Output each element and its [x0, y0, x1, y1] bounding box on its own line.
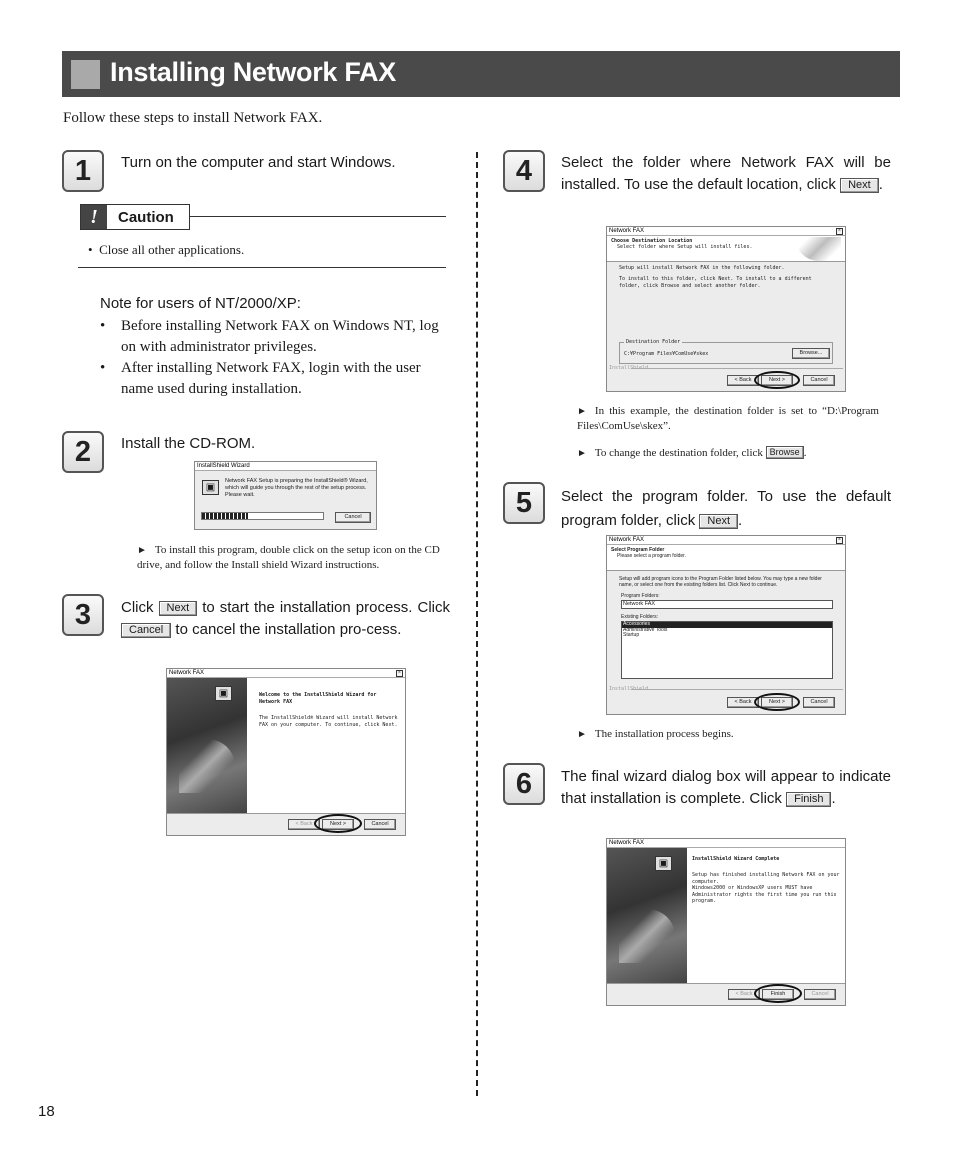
inline-cancel-button: Cancel: [121, 623, 171, 638]
wizard-content: [218, 678, 405, 813]
dialog-title: Network FAX: [607, 839, 845, 848]
note-title: Note for users of NT/2000/XP:: [100, 295, 301, 312]
back-button[interactable]: < Back: [288, 819, 320, 830]
step-4-text-main: Select the folder where Network FAX will be installed. To use the default location, click: [561, 154, 891, 193]
browse-button[interactable]: Browse...: [792, 348, 830, 359]
destination-dialog: [606, 226, 846, 392]
arrow-icon: ►: [577, 448, 587, 459]
progress-fill: [202, 513, 248, 519]
destination-group: [619, 339, 833, 364]
dialog-title: InstallShield Wizard: [195, 462, 376, 471]
wizard-side-image: [167, 678, 247, 813]
footer-rule: [631, 689, 843, 690]
wizard-footer: [607, 983, 845, 1005]
back-button[interactable]: < Back: [728, 989, 760, 1000]
step-3-text-a: Click: [121, 599, 154, 616]
dialog-header: [607, 236, 845, 262]
header-graphic: [795, 237, 841, 261]
highlight-oval: [314, 814, 362, 833]
arrow-icon: ►: [137, 545, 147, 556]
list-item[interactable]: Startup: [623, 632, 640, 638]
step-3-text-b: to start the installation process. Click: [202, 599, 451, 616]
step-5-text-main: Select the program folder. To use the default program folder, click: [561, 488, 891, 529]
intro-text: Follow these steps to install Network FAX.: [63, 110, 323, 126]
next-button[interactable]: Next >: [761, 375, 793, 386]
page-number: 18: [38, 1103, 55, 1120]
destination-path: C:¥Program Files¥ComUse¥skex: [624, 351, 709, 357]
step-6-text-tail: .: [831, 790, 836, 807]
step-4-note-2-tail: .: [803, 447, 807, 459]
close-icon[interactable]: ×: [397, 670, 402, 676]
setup-icon: ▣: [655, 856, 672, 871]
cancel-button[interactable]: Cancel: [364, 819, 396, 830]
dialog-header: [607, 545, 845, 571]
cancel-button[interactable]: Cancel: [804, 989, 836, 1000]
step-3-number: 3: [62, 594, 104, 636]
step-4-note-2-text: To change the destination folder, click: [594, 447, 763, 459]
dialog-line-1: Setup will install Network FAX in the following folder.: [619, 265, 785, 271]
note-item: • After installing Network FAX, login with the user name used during installation.: [100, 358, 448, 400]
installshield-brand: InstallShield: [609, 686, 649, 692]
step-1-number: 1: [62, 150, 104, 192]
wizard-body: Setup has finished installing Network FAX on your computer.: [692, 872, 840, 885]
highlight-oval: [754, 371, 800, 389]
next-button[interactable]: Next >: [761, 697, 793, 708]
caution-label: Caution: [118, 209, 174, 226]
program-folder-input[interactable]: Network FAX: [621, 600, 833, 609]
dialog-title: Network FAX: [167, 669, 405, 678]
column-divider: [476, 152, 478, 1096]
arrow-icon: ►: [577, 729, 587, 740]
group-label: Destination Folder: [626, 339, 681, 345]
footer-rule: [631, 368, 843, 369]
step-4-note-1-text: In this example, the destination folder is set to “D:\Program Files\ComUse\skex”.: [577, 405, 879, 432]
dialog-subheading: Please select a program folder.: [617, 553, 686, 559]
close-icon[interactable]: ×: [837, 228, 842, 234]
highlight-oval: [754, 693, 800, 711]
note-list: [100, 316, 448, 400]
back-button[interactable]: < Back: [727, 375, 759, 386]
highlight-oval: [754, 984, 802, 1003]
step-5-number: 5: [503, 482, 545, 524]
step-5-note: [577, 727, 879, 742]
page-title: Installing Network FAX: [110, 57, 396, 87]
dialog-title: Network FAX: [607, 536, 845, 545]
caution-tag: [80, 204, 190, 230]
finish-button[interactable]: Finish: [762, 989, 794, 1000]
cancel-button[interactable]: Cancel: [803, 375, 835, 386]
dialog-line-1: Setup will add program icons to the Program Folder listed below. You may type a new folder name, or select one from the existing folders list. Click Next to continue.: [619, 576, 822, 588]
step-4-note-1: [577, 404, 879, 433]
inline-finish-button: Finish: [786, 792, 831, 807]
step-5-text: [561, 485, 891, 533]
arrow-icon: ►: [577, 406, 587, 417]
dialog-heading: Select Program Folder: [611, 547, 665, 553]
welcome-wizard-dialog: [166, 668, 406, 836]
next-button[interactable]: Next >: [322, 819, 354, 830]
title-square-icon: [71, 60, 100, 89]
back-button[interactable]: < Back: [727, 697, 759, 708]
dialog-title: Network FAX: [607, 227, 845, 236]
step-2-text: Install the CD-ROM.: [121, 435, 256, 452]
complete-wizard-dialog: [606, 838, 846, 1006]
program-folder-dialog: [606, 535, 846, 715]
caution-item: • Close all other applications.: [88, 242, 245, 257]
step-4-number: 4: [503, 150, 545, 192]
wizard-side-image: [607, 848, 687, 983]
progress-bar: [201, 512, 324, 520]
section-title-bar: [62, 51, 900, 97]
step-2-note-text: To install this program, double click on the setup icon on the CD drive, and follow the Install shield Wizard instructions.: [137, 544, 440, 571]
wizard-heading: Welcome to the InstallShield Wizard for Network FAX: [259, 692, 377, 705]
existing-folders-label: Existing Folders:: [621, 614, 658, 620]
step-4-note-2: [577, 446, 879, 461]
step-3-text: [121, 597, 450, 641]
existing-folders-list[interactable]: [621, 621, 833, 679]
exclamation-icon: !: [81, 205, 107, 229]
dialog-line-2: To install to this folder, click Next. To install to a different folder, click Browse and select another folder.: [619, 276, 812, 289]
step-6-text-main: The final wizard dialog box will appear to indicate that installation is complete. Click: [561, 768, 891, 807]
step-4-text: [561, 152, 891, 196]
inline-next-button: Next: [699, 514, 738, 529]
inline-browse-button: Browse: [766, 446, 804, 459]
dialog-heading: Choose Destination Location: [611, 238, 693, 244]
step-6-text: [561, 766, 891, 810]
inline-next-button: Next: [840, 178, 879, 193]
wizard-footer: [167, 813, 405, 835]
dialog-message: Network FAX Setup is preparing the InstallShield® Wizard, which will guide you through the rest of the setup process. Please wait.: [225, 478, 368, 498]
wizard-heading: InstallShield Wizard Complete: [692, 856, 780, 862]
inline-next-button: Next: [159, 601, 198, 616]
step-2-number: 2: [62, 431, 104, 473]
step-5-note-text: The installation process begins.: [594, 728, 734, 740]
step-3-text-c: to cancel the installation pro-cess.: [175, 621, 402, 638]
wizard-content: [658, 848, 845, 983]
caution-rule: [190, 216, 446, 217]
program-folders-label: Program Folders:: [621, 593, 660, 599]
close-icon[interactable]: ×: [837, 537, 842, 543]
step-4-text-tail: .: [878, 176, 883, 193]
installshield-brand: InstallShield: [609, 365, 649, 371]
caution-bottom-rule: [78, 267, 446, 268]
wizard-body: The InstallShield® Wizard will install Network FAX on your computer. To continue, click Next.: [259, 715, 398, 728]
list-item[interactable]: Accessories: [622, 622, 832, 628]
setup-icon: ▣: [202, 480, 219, 495]
caution-item-text: Close all other applications.: [99, 242, 245, 257]
step-6-number: 6: [503, 763, 545, 805]
wizard-body-2: Windows2000 or WindowsXP users MUST have Administrator rights the first time you run this program.: [692, 885, 837, 904]
cancel-button[interactable]: Cancel: [803, 697, 835, 708]
step-1-text: Turn on the computer and start Windows.: [121, 154, 396, 171]
dialog-subheading: Select folder where Setup will install files.: [617, 244, 753, 250]
step-5-text-tail: .: [738, 512, 743, 529]
setup-icon: ▣: [215, 686, 232, 701]
dialog-cancel-button[interactable]: Cancel: [335, 512, 371, 523]
installshield-preparing-dialog: [194, 461, 377, 530]
list-item[interactable]: Administrative Tools: [623, 626, 668, 633]
step-2-note: [137, 543, 453, 572]
note-item: • Before installing Network FAX on Windows NT, log on with administrator privileges.: [100, 316, 448, 358]
